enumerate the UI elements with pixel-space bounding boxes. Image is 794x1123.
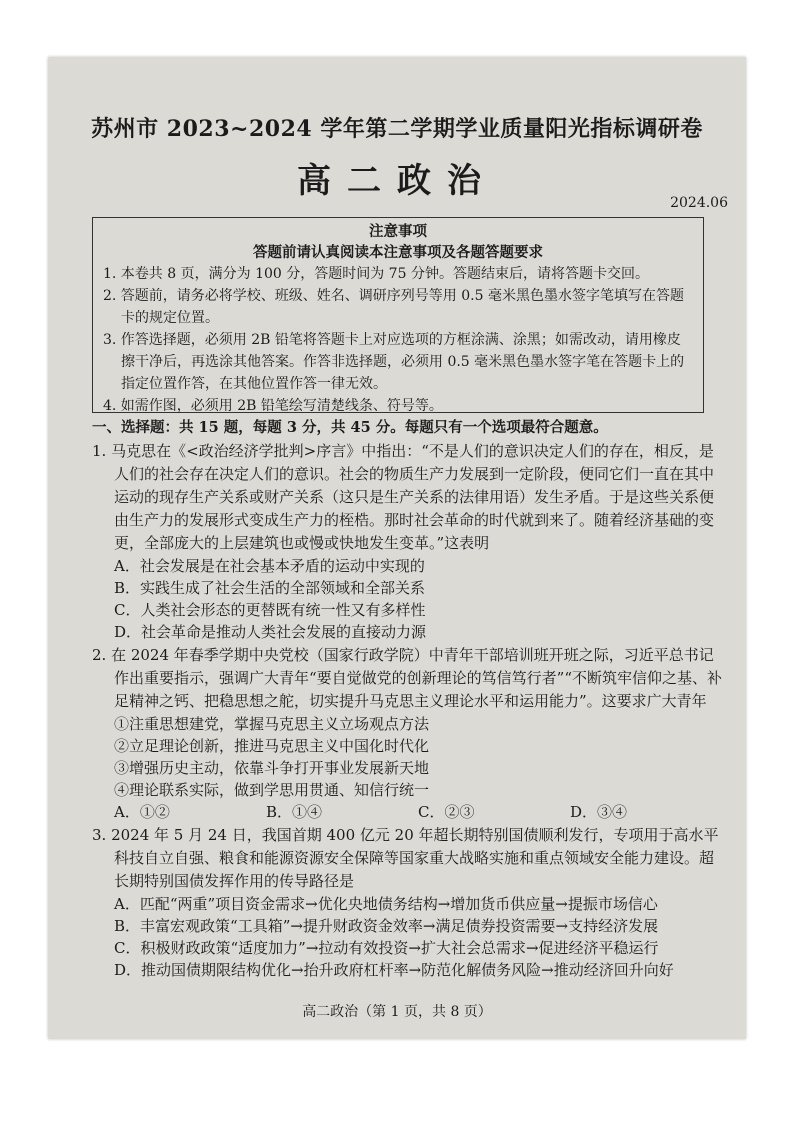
notice-box [92, 217, 704, 413]
question-2-option-a: A．①② [114, 803, 170, 821]
question-2-item-4: ④理论联系实际，做到学思用贯通、知信行统一 [114, 781, 430, 799]
page-footer: 高二政治（第 1 页，共 8 页） [302, 1004, 492, 1020]
question-2-item-2: ②立足理论创新，推进马克思主义中国化时代化 [114, 737, 430, 755]
question-2-options [92, 801, 722, 823]
question-1-option-d: D．社会革命是推动人类社会发展的直接动力源 [114, 623, 427, 641]
question-body [92, 417, 722, 981]
exam-paper [48, 57, 746, 1039]
exam-title: 苏州市 2023~2024 学年第二学期学业质量阳光指标调研卷 [91, 116, 703, 142]
notice-item: 2. 答题前，请务必将学校、班级、姓名、调研序列号等用 0.5 毫米黑色墨水签字笔填写在答题卡的规定位置。 [103, 288, 684, 326]
question-2-option-d: D．③④ [570, 803, 628, 821]
notice-heading: 注意事项 [369, 223, 427, 240]
question-2-option-c: C．②③ [418, 803, 475, 821]
question-1-option-b: B．实践生成了社会生活的全部领域和全部关系 [114, 579, 426, 597]
question-2-stem: 2. 在 2024 年春季学期中央党校（国家行政学院）中青年干部培训班开班之际，习近平总书记作出重要指示，强调广大青年“要自觉做党的创新理论的笃信笃行者”“不断筑牢信仰之基、补足精神之钙、把稳思想之舵，切实提升马克思主义理论水平和运用能力”。这要求广大青年 [92, 646, 723, 710]
question-3-option-d: D．推动国债期限结构优化→抬升政府杠杆率→防范化解债务风险→推动经济回升向好 [114, 961, 674, 979]
notice-item: 3. 作答选择题，必须用 2B 铅笔将答题卡上对应选项的方框涂满、涂黑；如需改动，请用橡皮擦干净后，再选涂其他答案。作答非选择题，必须用 0.5 毫米黑色墨水签字笔在答题卡上的指定位置作答，在其他位置作答一律无效。 [103, 332, 685, 392]
question-3-option-a: A．匹配“两重”项目资金需求→优化央地债务结构→增加货币供应量→提振市场信心 [114, 895, 658, 913]
notice-item: 1. 本卷共 8 页，满分为 100 分，答题时间为 75 分钟。答题结束后，请将答题卡交回。 [103, 266, 649, 282]
question-2-item-3: ③增强历史主动，依靠斗争打开事业发展新天地 [114, 759, 430, 777]
section-title: 一、选择题：共 15 题，每题 3 分，共 45 分。每题只有一个选项最符合题意。 [92, 419, 608, 436]
question-1-stem: 1. 马克思在《<政治经济学批判>序言》中指出：“不是人们的意识决定人们的存在，相反，是人们的社会存在决定人们的意识。社会的物质生产力发展到一定阶段，便同它们一直在其中运动的现存生产关系或财产关系（这只是生产关系的法律用语）发生矛盾。于是这些关系便由生产力的发展形式变成生产力的桎梏。那时社会革命的时代就到来了。随着经济基础的变更，全部庞大的上层建筑也或慢或快地发生变革。”这表明 [92, 442, 715, 552]
question-2-option-b: B．①④ [266, 803, 323, 821]
question-3-option-b: B．丰富宏观政策“工具箱”→提升财政资金效率→满足债券投资需要→支持经济发展 [114, 917, 659, 935]
question-3-option-c: C．积极财政政策“适度加力”→拉动有效投资→扩大社会总需求→促进经济平稳运行 [114, 939, 659, 957]
question-2-item-1: ①注重思想建党，掌握马克思主义立场观点方法 [114, 715, 430, 733]
notice-item: 4. 如需作图，必须用 2B 铅笔绘写清楚线条、符号等。 [103, 398, 443, 414]
notice-subheading: 答题前请认真阅读本注意事项及各题答题要求 [253, 244, 543, 261]
question-1-option-c: C．人类社会形态的更替既有统一性又有多样性 [114, 601, 426, 619]
question-1-option-a: A．社会发展是在社会基本矛盾的运动中实现的 [114, 557, 425, 575]
exam-date: 2024.06 [670, 195, 728, 211]
subject-title: 高二政治 [297, 161, 497, 201]
question-3-stem: 3. 2024 年 5 月 24 日，我国首期 400 亿元 20 年超长期特别国债顺利发行，专项用于高水平科技自立自强、粮食和能源资源安全保障等国家重大战略实施和重点领域安全能力建设。超长期特别国债发挥作用的传导路径是 [92, 826, 719, 890]
